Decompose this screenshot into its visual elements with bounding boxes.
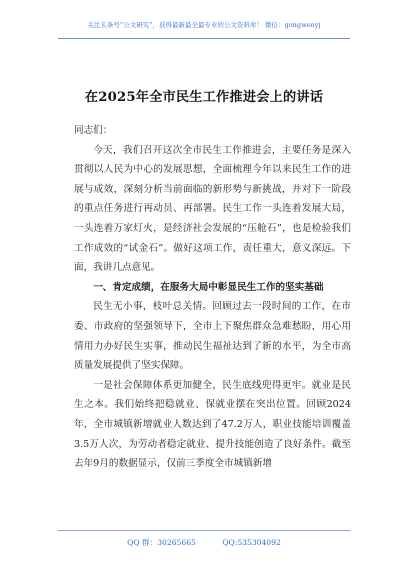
qq-group-label: QQ 群：30265665 (127, 538, 196, 547)
salutation: 同志们： (74, 125, 113, 136)
paragraph-achievements: 民生无小事，枝叶总关情。回顾过去一段时间的工作，在市委、市政府的坚强领导下，全市上下聚焦群众急难愁盼，用心用情用力办好民生实事，推动民生福祉达到了新的水平，为全市高质量发展提供了坚实保障。 (74, 301, 351, 372)
header-banner: 关注头条号“公文研究”，获得最新最全最专业的公文资料库！ 微信：gongwenyj (87, 21, 321, 29)
paragraph-social-security: 一是社会保障体系更加健全，民生底线兜得更牢。就业是民生之本。我们始终把稳就业、保就业摆在突出位置。回顾2024年，全市城镇新增就业人数达到了47.2万人，职业技能培训覆盖3.5万人次，为劳动者稳定就业、提升技能创造了良好条件。截至去年9月的数据显示，仅前三季度全市城镇新增 (74, 379, 351, 470)
footer-contact (0, 537, 408, 548)
document-body (74, 121, 351, 474)
qq-number-label: QQ:535304092 (222, 538, 281, 547)
paragraph-intro: 今天，我们召开这次全市民生工作推进会，主要任务是深入贯彻以人民为中心的发展思想，全面梳理今年以来民生工作的进展与成效，深刻分析当前面临的新形势与新挑战，并对下一阶段的重点任务进行再动员、再部署。民生工作一头连着发展大局，一头连着万家灯火，是经济社会发展的“压舱石”，也是检验我们工作成效的“试金石”。做好这项工作，责任重大，意义深远。下面，我讲几点意见。 (74, 144, 351, 274)
footer-divider (58, 530, 350, 531)
section-heading-1: 一、肯定成绩，在服务大局中彰显民生工作的坚实基础 (93, 281, 324, 293)
document-title: 在2025年全市民生工作推进会上的讲话 (84, 90, 324, 105)
header-divider (58, 38, 350, 39)
